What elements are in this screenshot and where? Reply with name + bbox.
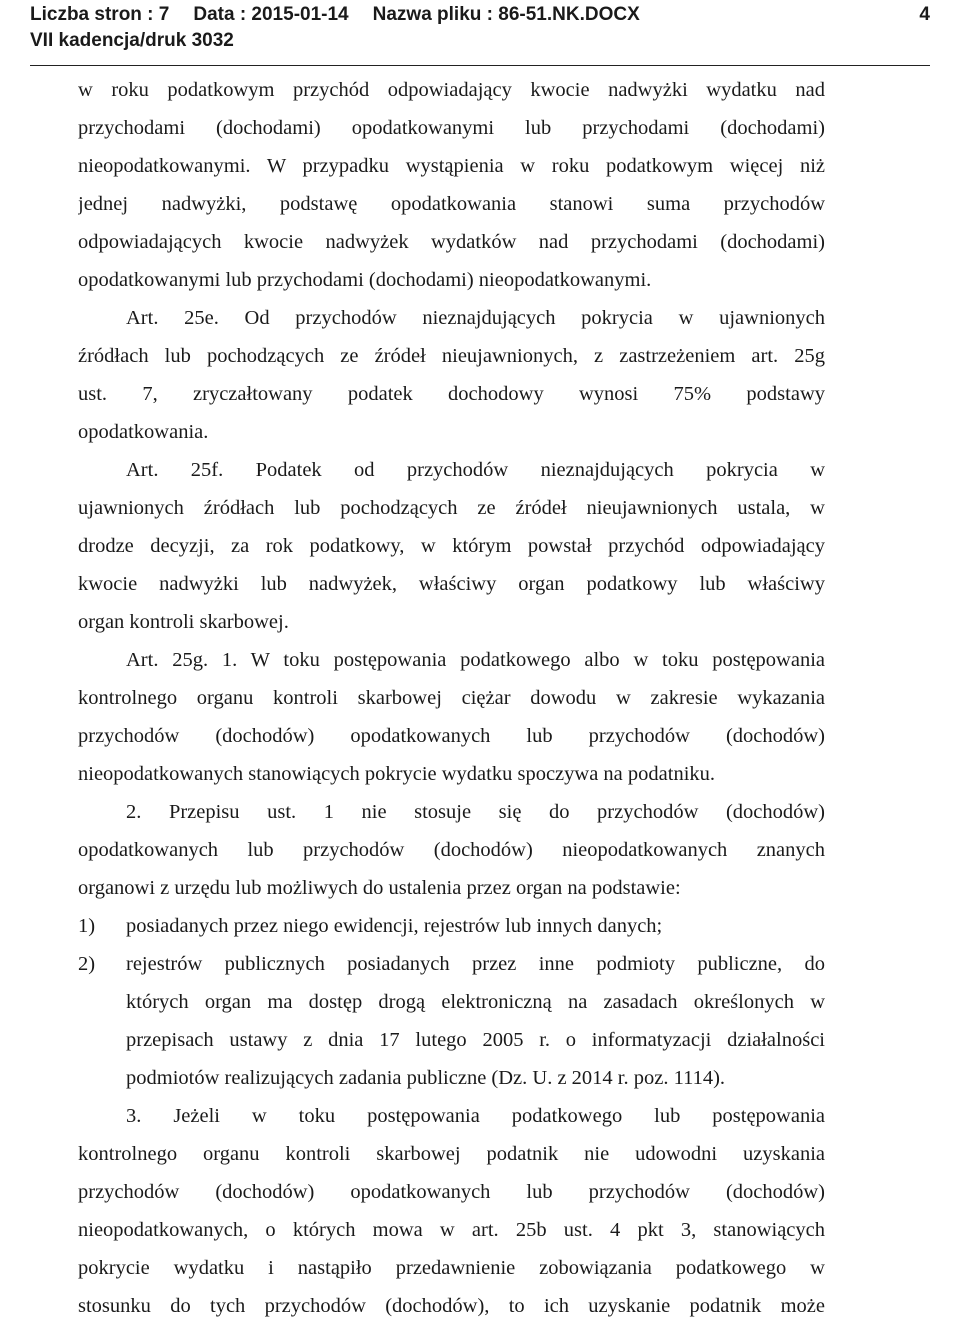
text-line: przychodów (dochodów) opodatkowanych lub przychodów (dochodów): [78, 725, 825, 747]
text-line: nieopodatkowanymi. W przypadku wystąpienia w roku podatkowym więcej niż: [78, 155, 825, 177]
text-line: kwocie nadwyżki lub nadwyżek, właściwy organ podatkowy lub właściwy: [78, 573, 825, 595]
document-body: [78, 71, 825, 1325]
page-count: Liczba stron : 7: [30, 4, 170, 25]
text-line: opodatkowanych lub przychodów (dochodów) nieopodatkowanych znanych: [78, 839, 825, 861]
text-line: nieopodatkowanych, o których mowa w art. 25b ust. 4 pkt 3, stanowiących: [78, 1219, 825, 1241]
document-header: [30, 2, 930, 54]
text-line: nieopodatkowanych stanowiących pokrycie wydatku spoczywa na podatniku.: [78, 763, 716, 785]
paragraph-3-line: 3. Jeżeli w toku postępowania podatkowego lub postępowania: [126, 1105, 825, 1127]
list-item-continuation: podmiotów realizujących zadania publiczne (Dz. U. z 2014 r. poz. 1114).: [126, 1067, 726, 1089]
list-item: [78, 907, 825, 945]
list-item-continuation: przepisach ustawy z dnia 17 lutego 2005 r. o informatyzacji działalności: [126, 1029, 825, 1051]
list-item-text: posiadanych przez niego ewidencji, rejestrów lub innych danych;: [126, 915, 663, 937]
text-line: kontrolnego organu kontroli skarbowej podatnik nie udowodni uzyskania: [78, 1143, 825, 1165]
text-line: przychodów (dochodów) opodatkowanych lub przychodów (dochodów): [78, 1181, 825, 1203]
text-line: opodatkowanymi lub przychodami (dochodami) nieopodatkowanymi.: [78, 269, 652, 291]
list-item-number: 2): [78, 953, 96, 975]
page-number: 4: [919, 4, 930, 25]
text-line: opodatkowania.: [78, 421, 209, 443]
text-line: kontrolnego organu kontroli skarbowej ciężar dowodu w zakresie wykazania: [78, 687, 825, 709]
text-line: organ kontroli skarbowej.: [78, 611, 289, 633]
article-25g-heading-line: Art. 25g. 1. W toku postępowania podatkowego albo w toku postępowania: [126, 649, 825, 671]
list-item-number: 1): [78, 915, 96, 937]
text-line: drodze decyzji, za rok podatkowy, w którym powstał przychód odpowiadający: [78, 535, 825, 557]
text-line: odpowiadających kwocie nadwyżek wydatków nad przychodami (dochodami): [78, 231, 825, 253]
text-line: przychodami (dochodami) opodatkowanymi lub przychodami (dochodami): [78, 117, 825, 139]
text-line: stosunku do tych przychodów (dochodów), to ich uzyskanie podatnik może: [78, 1295, 825, 1317]
text-line: ujawnionych źródłach lub pochodzących ze źródeł nieujawnionych ustala, w: [78, 497, 825, 519]
paragraph-2-line: 2. Przepisu ust. 1 nie stosuje się do przychodów (dochodów): [126, 801, 825, 823]
header-divider: [30, 65, 930, 66]
text-line: ust. 7, zryczałtowany podatek dochodowy wynosi 75% podstawy: [78, 383, 825, 405]
file-name: Nazwa pliku : 86-51.NK.DOCX: [372, 4, 640, 25]
term-print-number: VII kadencja/druk 3032: [30, 30, 234, 51]
text-line: w roku podatkowym przychód odpowiadający kwocie nadwyżki wydatku nad: [78, 79, 825, 101]
list-item-text: rejestrów publicznych posiadanych przez inne podmioty publiczne, do: [126, 953, 825, 975]
document-date: Data : 2015-01-14: [193, 4, 349, 25]
text-line: źródłach lub pochodzących ze źródeł nieujawnionych, z zastrzeżeniem art. 25g: [78, 345, 825, 367]
text-line: organowi z urzędu lub możliwych do ustalenia przez organ na podstawie:: [78, 877, 681, 899]
text-line: pokrycie wydatku i nastąpiło przedawnienie zobowiązania podatkowego w: [78, 1257, 825, 1279]
list-item-continuation: których organ ma dostęp drogą elektroniczną na zasadach określonych w: [126, 991, 825, 1013]
article-25f-heading-line: Art. 25f. Podatek od przychodów nieznajdujących pokrycia w: [126, 459, 825, 481]
article-25e-heading-line: Art. 25e. Od przychodów nieznajdujących pokrycia w ujawnionych: [126, 307, 825, 329]
text-line: jednej nadwyżki, podstawę opodatkowania stanowi suma przychodów: [78, 193, 825, 215]
header-meta-row: [30, 2, 930, 28]
list-item: [78, 945, 825, 983]
